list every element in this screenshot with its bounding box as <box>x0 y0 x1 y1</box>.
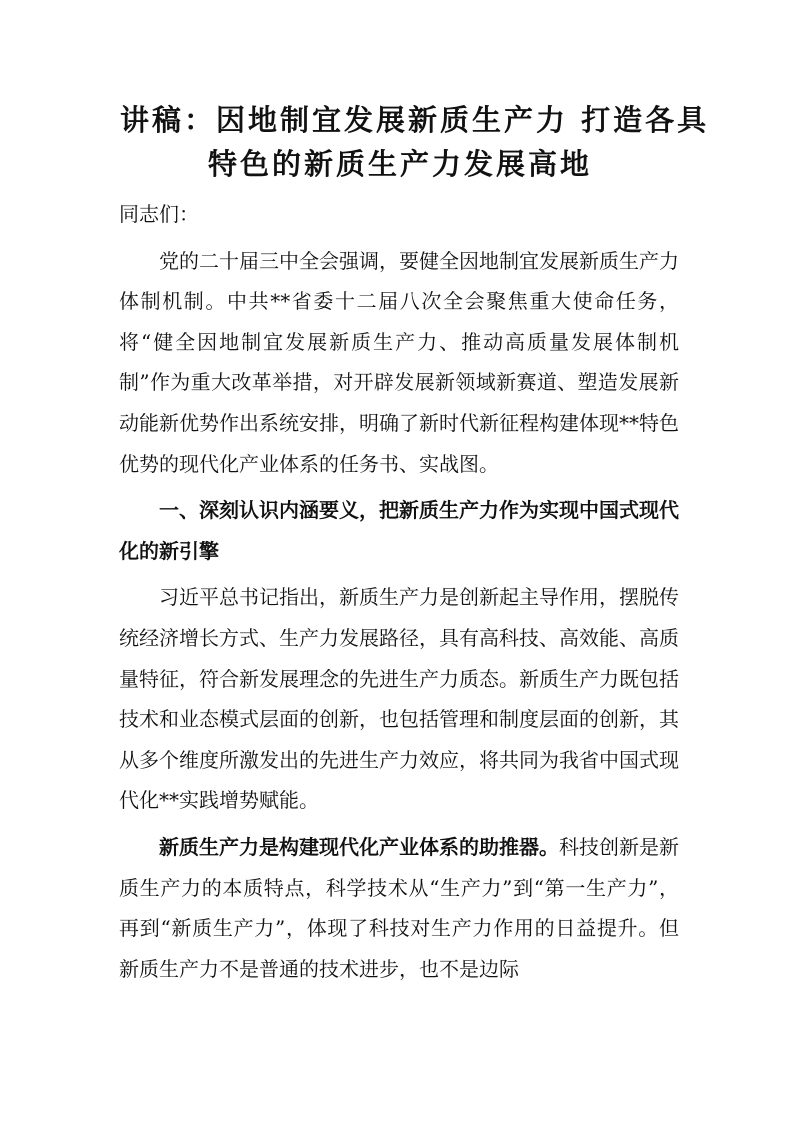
document-title-line-2: 特色的新质生产力发展高地 <box>207 147 592 181</box>
paragraph-intro: 党的二十届三中全会强调，要健全因地制宜发展新质生产力体制机制。中共**省委十二届八次全会聚焦重大使命任务，将“健全因地制宜发展新质生产力、推动高质量发展体制机制”作为重大改革举措，对开辟发展新领域新赛道、塑造发展新动能新优势作出系统安排，明确了新时代新征程构建体现**特色优势的现代化产业体系的任务书、实战图。 <box>119 248 679 476</box>
section-heading-1: 一、深刻认识内涵要义，把新质生产力作为实现中国式现代化的新引擎 <box>119 498 679 563</box>
document-title-line-1: 讲稿：因地制宜发展新质生产力 打造各具 <box>120 103 710 137</box>
salutation: 同志们： <box>119 202 199 226</box>
paragraph-body-text: 科技创新是新质生产力的本质特点，科学技术从“生产力”到“第一生产力”，再到“新质生产力”，体现了科技对生产力作用的日益提升。但新质生产力不是普通的技术进步，也不是边际 <box>119 834 679 981</box>
paragraph-definition: 习近平总书记指出，新质生产力是创新起主导作用，摆脱传统经济增长方式、生产力发展路径，具有高科技、高效能、高质量特征，符合新发展理念的先进生产力质态。新质生产力既包括技术和业态模式层面的创新，也包括管理和制度层面的创新，其从多个维度所激发出的先进生产力效应，将共同为我省中国式现代化**实践增势赋能。 <box>119 585 679 813</box>
document-body <box>119 194 679 989</box>
paragraph-industry-system <box>119 827 679 989</box>
paragraph-lead-sentence: 新质生产力是构建现代化产业体系的助推器。 <box>159 834 559 859</box>
